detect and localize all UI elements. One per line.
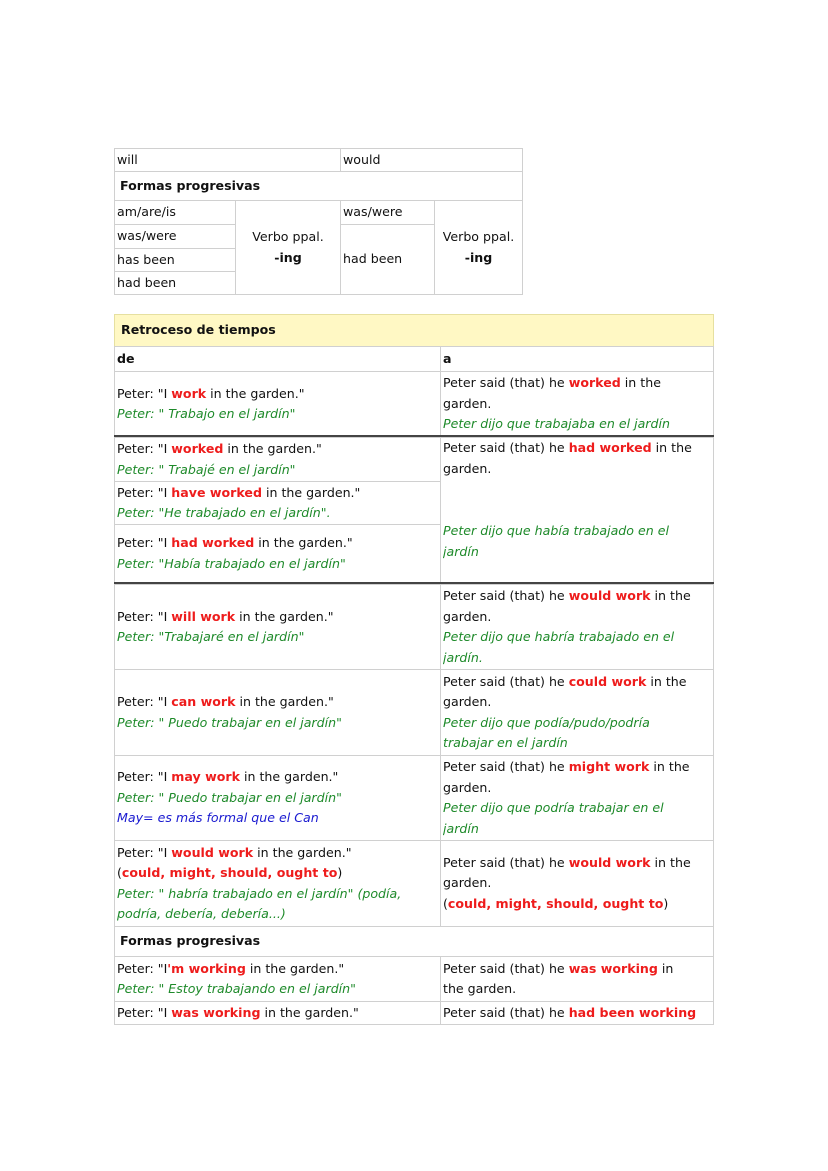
highlighted-verb: 'm working <box>167 960 246 976</box>
text-run: ( <box>117 865 122 880</box>
text-line <box>443 959 711 980</box>
text-run: Peter: "I <box>117 441 172 456</box>
cell-verbo-ppal-left <box>235 200 341 295</box>
spanish-translation: Peter dijo que podía/pudo/podría <box>443 714 650 730</box>
spanish-translation: Peter: " Trabajé en el jardín" <box>117 461 296 477</box>
text-run: in the <box>651 440 692 455</box>
text-line <box>443 778 711 799</box>
highlighted-verb: work <box>171 385 207 401</box>
text-run: in the <box>646 673 687 689</box>
row-past-perfect-de <box>114 524 441 583</box>
text-run: garden. <box>443 875 492 891</box>
text-run: Peter: "I <box>117 960 168 976</box>
text-run: in the <box>649 759 690 774</box>
text-line <box>117 808 438 829</box>
spanish-translation: Peter dijo que trabajaba en el jardín <box>443 416 670 432</box>
spanish-translation: Peter: " Estoy trabajando en el jardín" <box>117 981 356 996</box>
text-run: de <box>117 350 135 366</box>
highlighted-verb: could, might, should, ought to <box>121 865 338 880</box>
text-run: Peter said (that) he <box>443 588 569 603</box>
text-run: Peter said (that) he <box>443 375 569 391</box>
text-run: in the garden." <box>206 385 305 401</box>
text-run: garden. <box>443 779 492 795</box>
spanish-translation: jardín <box>443 543 479 559</box>
text-run: in the <box>650 588 691 603</box>
text-run: Verbo ppal. <box>442 229 515 244</box>
text-run: ) <box>337 865 343 880</box>
cell-am-are-is <box>114 200 236 225</box>
text-run: garden. <box>443 395 492 411</box>
text-line <box>443 798 711 819</box>
spanish-translation: Peter dijo que habría trabajado en el <box>443 629 675 644</box>
highlighted-verb: could, might, should, ought to <box>447 895 664 911</box>
highlighted-verb: can work <box>171 694 236 709</box>
row-present-perfect-de <box>114 481 441 525</box>
text-line <box>117 554 438 575</box>
text-line <box>117 226 233 247</box>
text-line <box>443 586 711 607</box>
text-line <box>117 533 438 554</box>
text-run: would <box>343 151 381 167</box>
text-run: in the garden." <box>235 694 334 709</box>
text-line <box>117 202 233 223</box>
highlighted-verb: could work <box>568 673 647 689</box>
text-run: in the garden." <box>245 960 345 976</box>
text-run: Peter: "I <box>117 385 172 401</box>
text-line <box>117 904 438 925</box>
text-run: in the garden." <box>260 1004 359 1020</box>
cell-will <box>114 148 341 172</box>
text-run: had been <box>117 274 177 290</box>
text-line <box>443 373 711 394</box>
text-line <box>443 873 711 894</box>
text-run: in the garden." <box>262 484 361 500</box>
text-line <box>443 414 711 435</box>
text-run: Peter: "I <box>117 844 172 860</box>
text-line <box>443 733 711 754</box>
text-run: has been <box>117 251 175 267</box>
highlighted-verb: have worked <box>171 484 262 500</box>
text-run: garden. <box>443 608 492 624</box>
text-line <box>117 863 438 884</box>
row-would-a <box>440 840 714 927</box>
text-line <box>443 607 711 628</box>
spanish-translation: Peter: " habría trabajado en el jardín" (podía, <box>117 885 402 901</box>
text-run: Formas progresivas <box>120 177 261 193</box>
text-run: Peter: "I <box>117 608 172 624</box>
row-may-a <box>440 755 714 841</box>
spanish-translation: Peter dijo que había trabajado en el <box>443 523 669 538</box>
highlighted-verb: may work <box>171 769 240 785</box>
spanish-translation: Peter: " Trabajo en el jardín" <box>117 406 296 421</box>
text-line <box>117 788 438 809</box>
text-line <box>117 843 438 864</box>
text-line <box>121 320 711 341</box>
row-present-progressive-a <box>440 956 714 1002</box>
highlighted-verb: had been working <box>568 1004 697 1020</box>
text-line <box>443 459 711 480</box>
spanish-translation: jardín <box>443 820 479 836</box>
text-line <box>443 648 711 669</box>
highlighted-verb: worked <box>171 441 224 456</box>
row-would-de <box>114 840 441 927</box>
text-line <box>117 384 438 405</box>
highlighted-verb: worked <box>568 375 621 391</box>
column-header-a <box>440 346 714 372</box>
text-run: in the <box>650 854 691 870</box>
text-line <box>343 150 520 171</box>
text-line <box>117 713 438 734</box>
text-run: garden. <box>443 460 492 476</box>
highlighted-verb: was working <box>171 1004 261 1020</box>
text-run: was/were <box>117 228 177 244</box>
text-line <box>443 757 711 778</box>
text-run: will <box>117 151 138 167</box>
cell-had-been <box>114 271 236 295</box>
text-line <box>117 460 438 481</box>
text-line <box>465 248 493 269</box>
text-line <box>443 672 711 693</box>
text-run: in the garden." <box>253 844 352 860</box>
spanish-translation: Peter: " Puedo trabajar en el jardín" <box>117 789 342 805</box>
highlighted-verb: would work <box>171 844 254 860</box>
row-will-de <box>114 584 441 670</box>
text-line <box>117 349 438 370</box>
text-run: in the <box>620 375 661 391</box>
text-run: ( <box>443 895 448 911</box>
text-line <box>117 483 438 504</box>
row-may-de <box>114 755 441 841</box>
text-line <box>117 979 438 1000</box>
cell-would <box>340 148 523 172</box>
text-line <box>252 227 323 248</box>
highlighted-verb: might work <box>568 759 650 774</box>
text-run: had been <box>343 251 403 267</box>
text-line <box>443 979 711 1000</box>
text-run: ) <box>663 895 669 911</box>
text-line <box>443 521 711 542</box>
text-run: garden. <box>443 694 492 709</box>
row-present-simple-a <box>440 371 714 437</box>
spanish-translation: Peter dijo que podría trabajar en el <box>443 800 664 815</box>
text-run: Peter: "I <box>117 484 172 500</box>
text-line <box>443 853 711 874</box>
text-run: Peter said (that) he <box>443 960 569 976</box>
spanish-translation: trabajar en el jardín <box>443 735 568 750</box>
text-line <box>443 542 711 563</box>
table-title-retroceso <box>114 314 714 347</box>
cell-formas-progresivas <box>114 171 523 201</box>
note-text: May= es más formal que el Can <box>117 810 319 826</box>
text-line <box>443 227 514 248</box>
text-run: Peter said (that) he <box>443 440 569 455</box>
text-line <box>120 931 711 952</box>
text-line <box>117 503 438 524</box>
row-past-perfect-a <box>440 437 714 583</box>
text-line <box>443 894 711 915</box>
text-run: in the garden." <box>223 441 322 456</box>
text-run: -ing <box>464 249 493 265</box>
text-run: Peter said (that) he <box>443 854 569 870</box>
text-line <box>443 1003 711 1024</box>
text-run: Peter said (that) he <box>443 759 569 774</box>
column-header-de <box>114 346 441 372</box>
text-line <box>120 176 520 197</box>
past-perfect-a-spanish <box>443 521 711 562</box>
row-will-a <box>440 584 714 670</box>
row-past-simple-de <box>114 437 441 482</box>
past-perfect-a-english <box>443 438 711 479</box>
text-run: Retroceso de tiempos <box>121 322 276 338</box>
cell-has-been <box>114 248 236 272</box>
text-run: Peter: "I <box>117 1004 172 1020</box>
spanish-translation: jardín. <box>443 649 483 665</box>
text-line <box>117 884 438 905</box>
row-past-progressive-a <box>440 1001 714 1025</box>
row-present-progressive-de <box>114 956 441 1002</box>
text-run: in <box>657 960 674 976</box>
row-past-progressive-de <box>114 1001 441 1025</box>
text-line <box>274 248 302 269</box>
text-run: Peter: "I <box>117 535 172 550</box>
spanish-translation: Peter: "He trabajado en el jardín". <box>117 505 331 520</box>
text-run: Verbo ppal. <box>252 229 324 244</box>
text-line <box>117 627 438 648</box>
row-present-simple-de <box>114 371 441 437</box>
text-line <box>443 438 711 459</box>
text-run: in the garden." <box>254 535 353 550</box>
text-line <box>343 249 432 270</box>
text-line <box>443 713 711 734</box>
highlighted-verb: had worked <box>568 440 652 455</box>
text-line <box>443 819 711 840</box>
text-line <box>443 692 711 713</box>
text-run: in the garden." <box>235 608 334 624</box>
cell-was-were-right <box>340 200 435 225</box>
cell-was-were <box>114 224 236 249</box>
highlighted-verb: would work <box>568 854 651 870</box>
text-line <box>117 959 438 980</box>
text-run: was/were <box>343 204 403 220</box>
text-line <box>117 439 438 460</box>
text-run: Peter: "I <box>117 769 172 785</box>
text-line <box>443 349 711 370</box>
cell-verbo-ppal-right <box>434 200 523 295</box>
highlighted-verb: was working <box>568 960 658 976</box>
text-line <box>117 273 233 294</box>
highlighted-verb: will work <box>171 608 236 624</box>
row-can-de <box>114 669 441 756</box>
spanish-translation: Peter: "Trabajaré en el jardín" <box>117 629 305 644</box>
text-line <box>117 692 438 713</box>
text-run: -ing <box>274 249 302 265</box>
text-line <box>117 607 438 628</box>
text-run: Peter said (that) he <box>443 673 569 689</box>
text-line <box>343 202 432 223</box>
spanish-translation: podría, debería, debería...) <box>117 906 286 921</box>
text-run: in the garden." <box>240 769 339 785</box>
text-run: the garden. <box>443 981 517 996</box>
cell-had-been-right <box>340 224 435 295</box>
spanish-translation: Peter: "Había trabajado en el jardín" <box>117 555 346 571</box>
text-line <box>117 150 338 171</box>
text-run: Peter: "I <box>117 694 172 709</box>
text-line <box>443 627 711 648</box>
section-formas-progresivas <box>114 926 714 957</box>
text-run: Peter said (that) he <box>443 1004 569 1020</box>
highlighted-verb: would work <box>568 588 651 603</box>
text-run: a <box>443 350 452 366</box>
spanish-translation: Peter: " Puedo trabajar en el jardín" <box>117 714 342 730</box>
text-line <box>117 250 233 271</box>
text-line <box>117 404 438 425</box>
row-can-a <box>440 669 714 756</box>
text-line <box>117 1003 438 1024</box>
text-run: Formas progresivas <box>120 933 261 949</box>
text-line <box>443 394 711 415</box>
text-line <box>117 767 438 788</box>
text-run: am/are/is <box>117 204 176 220</box>
highlighted-verb: had worked <box>171 535 255 550</box>
